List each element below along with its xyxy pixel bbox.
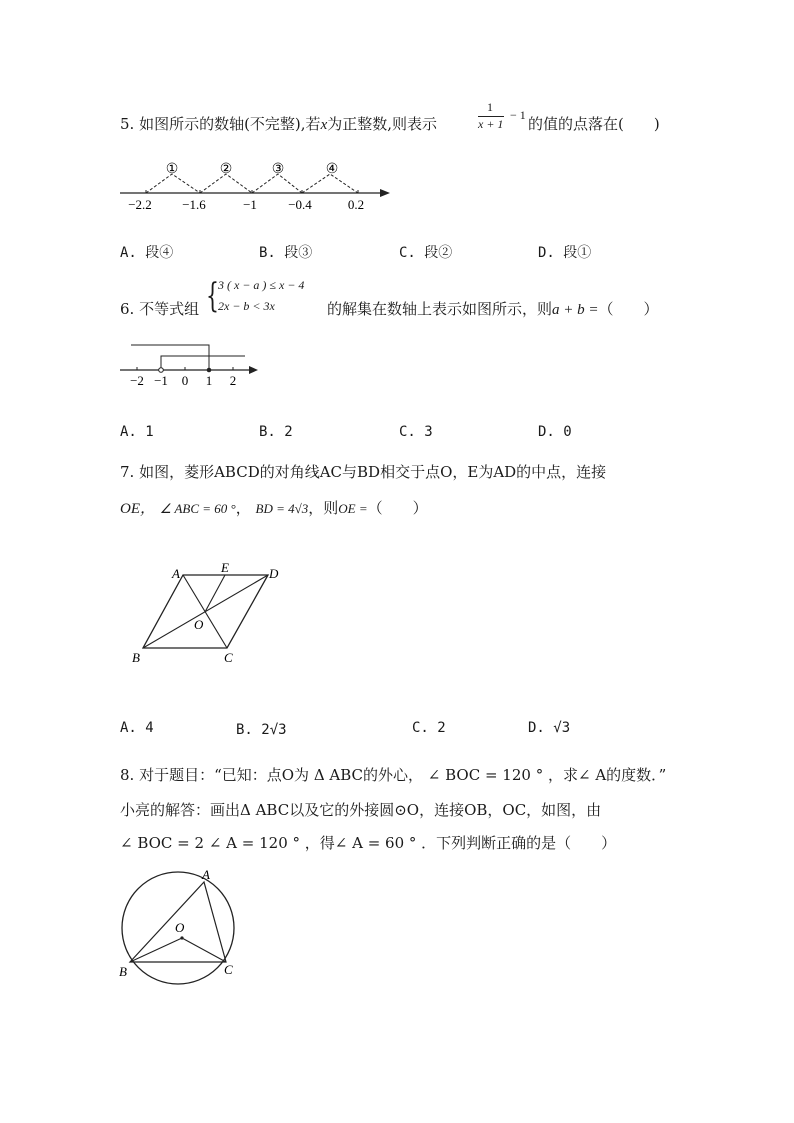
q7-rhombus-figure [125,558,290,670]
q6-option-b[interactable]: B. 2 [259,424,293,440]
q5-mid: 为正整数,则表示 [327,115,438,133]
q6-number-line [115,338,265,390]
q8-segment-ob [130,938,182,962]
q5-axis-label: 0.2 [347,197,365,212]
q6-line2: 2x − b < 3x [218,299,275,313]
q8-line3: ∠ BOC = 2 ∠ A = 120 ° ，得∠ A = 60 ° ．下列判断正确的是（ ） [120,834,617,852]
q5-seg-label-2: ② [219,162,233,177]
q5-prefix: 5. 如图所示的数轴(不完整),若 [120,115,321,133]
q7-point-label: O [194,617,204,632]
q6-axis-arrow [249,366,258,374]
q6-option-c[interactable]: C. 3 [399,424,433,440]
q6-axis-label: 1 [205,373,213,388]
q6-closed-point [207,368,212,373]
q8-point-label: A [202,867,210,882]
q6-ray-left [131,345,209,370]
q8-circle-figure [112,864,244,996]
q7-point-label: D [269,566,279,581]
q6-open-point [159,368,164,373]
q7-point-label: A [172,566,180,581]
q5-number-line [110,155,400,215]
q7-option-c[interactable]: C. 2 [412,720,446,736]
q5-stem [120,113,437,134]
q5-option-b[interactable]: B. 段③ [259,245,313,261]
q5-suffix: 的值的点落在( ) [528,115,660,133]
q6-paren: （ ） [598,300,659,318]
q5-seg-label-4: ④ [325,162,339,177]
q5-frac-tail: − 1 [510,108,526,122]
q7-l2-b: ∠ ABC = 60 ° [159,501,236,516]
q8-line2: 小亮的解答：画出Δ ABC以及它的外接圆⊙O，连接OB，OC，如图，由 [120,801,602,819]
q7-option-b[interactable]: B. 2√3 [236,722,287,738]
q6-prefix: 6. 不等式组 [120,300,200,318]
q7-option-d[interactable]: D. √3 [528,720,571,736]
q5-frac-den: x + 1 [478,117,504,131]
q6-suffix-text: 的解集在数轴上表示如图所示，则 [327,300,553,318]
q7-l2-c: ， [235,499,251,517]
q5-option-d[interactable]: D. 段① [538,245,592,261]
q6-axis-label: 2 [229,373,237,388]
q5-seg-label-3: ③ [271,162,285,177]
q6-option-d[interactable]: D. 0 [538,424,572,440]
q7-l2-g: （ ） [367,499,428,517]
q6-expr: a + b = [552,302,599,318]
q7-line1: 7. 如图，菱形ABCD的对角线AC与BD相交于点O，E为AD的中点，连接 [120,463,607,481]
q6-ray-right [161,356,245,370]
q8-line1: 8. 对于题目：“已知：点O为 Δ ABC的外心， ∠ BOC = 120 ° ，求∠ A的度数．” [120,766,667,784]
q6-axis-label: 0 [181,373,189,388]
q8-center-point [180,936,183,939]
q7-point-label: C [224,650,233,665]
q7-point-label: B [132,650,140,665]
q5-axis-label: −1 [243,197,257,212]
q7-line2 [120,497,428,518]
q6-line1: 3 ( x − a ) ≤ x − 4 [218,278,305,292]
q5-axis-label: −0.4 [288,197,312,212]
q5-option-a[interactable]: A. 段④ [120,245,174,261]
q6-axis-label: −2 [130,373,144,388]
q7-point-label: E [221,560,229,575]
q6-suffix [327,298,659,319]
q7-l2-a: OE， [120,501,155,517]
q8-point-label: O [175,920,185,935]
q7-l2-f: OE = [338,501,368,516]
q7-option-a[interactable]: A. 4 [120,720,154,736]
q5-option-c[interactable]: C. 段② [399,245,453,261]
q6-brace: { [206,276,219,316]
q8-point-label: C [224,962,233,977]
q7-l2-e: ，则 [308,499,339,517]
q5-axis-arrow [380,189,390,197]
q5-seg-label-1: ① [165,162,179,177]
q6-option-a[interactable]: A. 1 [120,424,154,440]
q5-axis-label: −1.6 [182,197,206,212]
q8-point-label: B [119,964,127,979]
q7-l2-d: BD = 4√3 [255,501,309,516]
q5-axis-label: −2.2 [128,197,152,212]
q6-axis-label: −1 [154,373,168,388]
q5-var-x: x [320,117,328,133]
q8-segment-oc [182,938,226,962]
q5-frac-num: 1 [487,100,493,114]
